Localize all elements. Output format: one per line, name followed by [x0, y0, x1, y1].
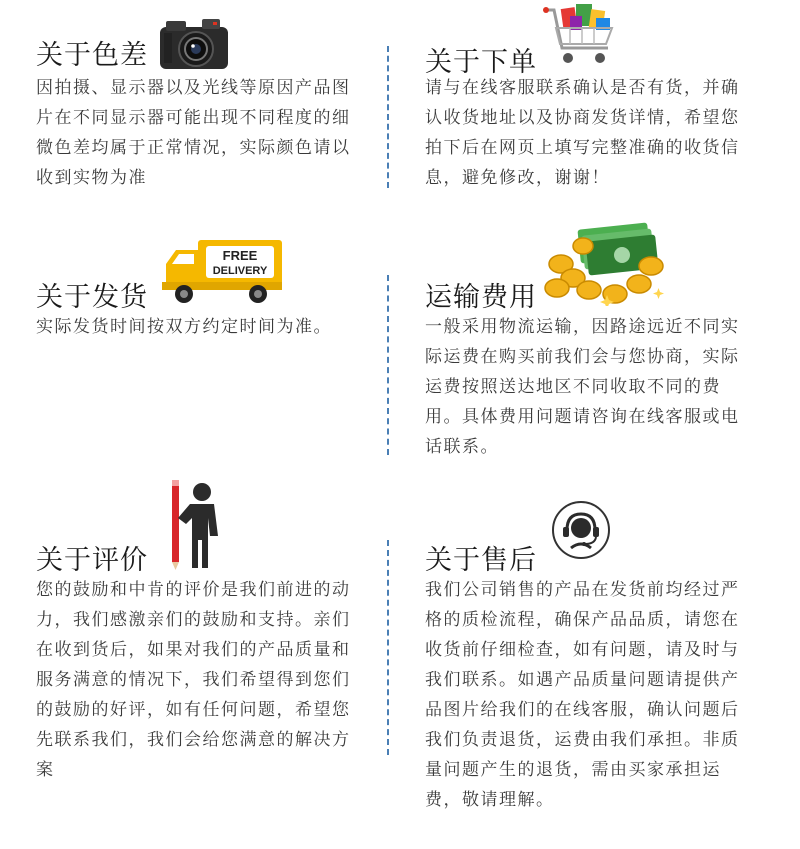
headset-support-icon	[551, 500, 611, 564]
section-title-after-sales: 关于售后	[425, 545, 537, 576]
section-title-review: 关于评价	[36, 545, 148, 576]
section-title-freight: 运输费用	[425, 282, 537, 313]
camera-icon	[158, 13, 232, 77]
section-text-color-difference: 因拍摄、显示器以及光线等原因产品图片在不同显示器可能出现不同程度的细微色差均属于正常情况，实际颜色请以收到实物为准	[36, 78, 351, 188]
section-title-color-difference: 关于色差	[36, 40, 148, 71]
column-divider-1	[387, 46, 389, 188]
shopping-cart-icon	[540, 2, 620, 78]
delivery-truck-icon	[162, 238, 286, 310]
section-text-ordering: 请与在线客服联系确认是否有货，并确认收货地址以及协商发货详情，希望您拍下后在网页上填写完整准确的收货信息，避免修改，谢谢！	[425, 78, 740, 188]
section-title-ordering: 关于下单	[425, 47, 537, 78]
section-text-after-sales: 我们公司销售的产品在发货前均经过严格的质检流程，确保产品品质，请您在收货前仔细检查，如有问题，请及时与我们联系。如遇产品质量问题请提供产品图片给我们的在线客服，确认问题后我们负责退货，运费由我们承担。非质量问题产生的退货，需由买家承担运费，敬请理解。	[425, 580, 740, 810]
person-pencil-icon	[164, 478, 228, 576]
section-title-shipping: 关于发货	[36, 282, 148, 313]
truck-sign-free: FREE	[222, 248, 258, 263]
section-text-shipping: 实际发货时间按双方约定时间为准。	[36, 317, 332, 337]
section-text-review: 您的鼓励和中肯的评价是我们前进的动力，我们感激亲们的鼓励和支持。亲们在收到货后，如果对我们的产品质量和服务满意的情况下，我们希望得到您们的鼓励的好评，如有任何问题，希望您先联系我们，我们会给您满意的解决方案	[36, 580, 351, 780]
section-text-freight: 一般采用物流运输，因路途远近不同实际运费在购买前我们会与您协商，实际运费按照送达地区不同收取不同的费用。具体费用问题请咨询在线客服或电话联系。	[425, 317, 740, 457]
column-divider-3	[387, 540, 389, 755]
column-divider-2	[387, 275, 389, 455]
truck-sign-delivery: DELIVERY	[212, 265, 268, 277]
money-coins-icon	[543, 222, 669, 310]
